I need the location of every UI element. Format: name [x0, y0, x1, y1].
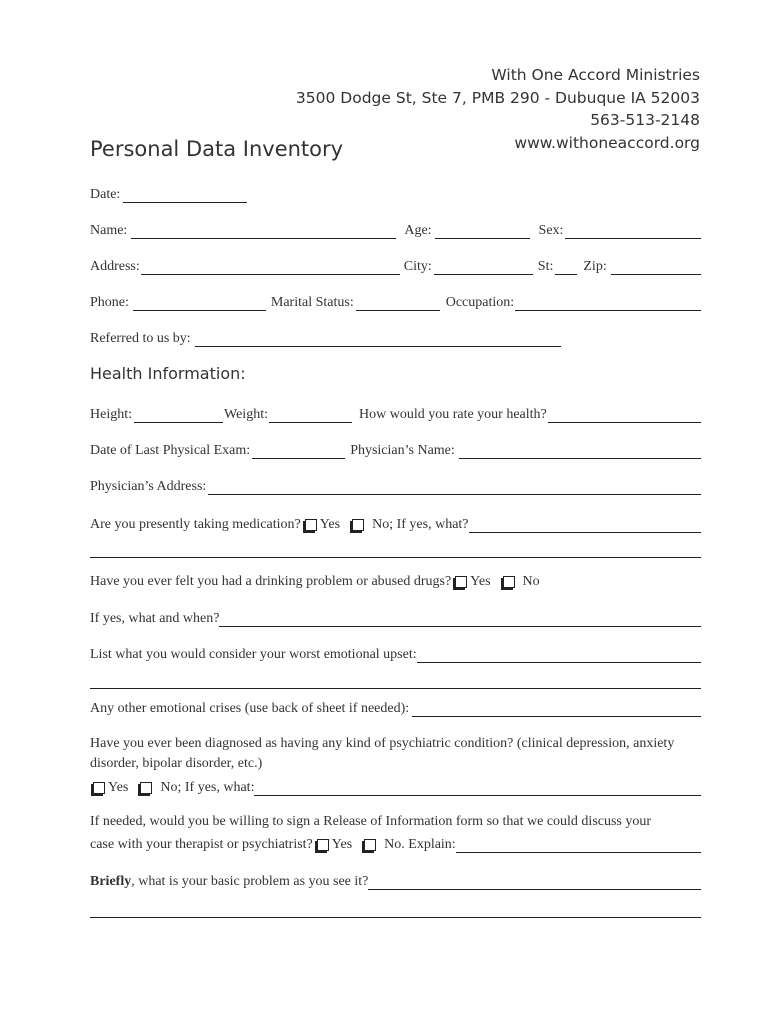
rate-health-field[interactable]: [548, 407, 701, 423]
sex-label: Sex:: [538, 223, 564, 238]
address-field[interactable]: [141, 259, 400, 275]
name-field[interactable]: [131, 223, 396, 239]
marital-status-field[interactable]: [356, 295, 440, 311]
drinking-yes-label: Yes: [470, 574, 491, 589]
physician-address-row: [90, 475, 701, 495]
name-row: [90, 219, 701, 239]
rate-health-label: How would you rate your health?: [358, 407, 547, 422]
psychiatric-yes-checkbox[interactable]: [93, 782, 105, 794]
medication-label: Are you presently taking medication?: [90, 517, 301, 532]
drinking-no-label: No: [522, 574, 540, 589]
name-label: Name:: [90, 223, 128, 238]
height-label: Height:: [90, 407, 132, 422]
other-crises-label: Any other emotional crises (use back of sheet if needed):: [90, 701, 410, 716]
st-label: St:: [537, 259, 554, 274]
briefly-label-bold: Briefly: [90, 874, 132, 889]
age-field[interactable]: [435, 223, 530, 239]
briefly-field-continued[interactable]: [90, 917, 701, 918]
physician-name-field[interactable]: [459, 443, 701, 459]
org-phone: 563-513-2148: [590, 111, 700, 129]
zip-label: Zip:: [583, 259, 607, 274]
briefly-field[interactable]: [368, 874, 701, 890]
other-crises-field[interactable]: [412, 701, 701, 717]
physical-exam-row: [90, 439, 701, 459]
psychiatric-no-checkbox[interactable]: [140, 782, 152, 794]
physician-address-label: Physician’s Address:: [90, 479, 207, 494]
org-address: 3500 Dodge St, Ste 7, PMB 290 - Dubuque IA 52003: [295, 88, 700, 107]
physician-name-label: Physician’s Name:: [350, 443, 455, 458]
physician-address-field[interactable]: [208, 479, 701, 495]
date-label: Date:: [90, 187, 121, 202]
last-exam-label: Date of Last Physical Exam:: [90, 443, 251, 458]
if-yes-when-label: If yes, what and when?: [90, 611, 220, 626]
release-question-continued: case with your therapist or psychiatrist?: [90, 837, 313, 852]
psychiatric-question: Have you ever been diagnosed as having any kind of psychiatric condition? (clinical depression, anxiety disorder, bipolar disorder, etc.): [90, 736, 675, 771]
psychiatric-answer-row: [90, 776, 701, 796]
referred-by-label: Referred to us by:: [90, 331, 191, 346]
psychiatric-no-label: No; If yes, what:: [160, 780, 255, 795]
medication-no-checkbox[interactable]: [352, 519, 364, 531]
medication-row: [90, 513, 701, 533]
briefly-row: [90, 870, 701, 890]
occupation-label: Occupation:: [445, 295, 515, 310]
other-crises-row: [90, 697, 701, 717]
drinking-label: Have you ever felt you had a drinking problem or abused drugs?: [90, 574, 452, 589]
release-answer-row: [90, 833, 701, 853]
psychiatric-field[interactable]: [254, 780, 701, 796]
address-row: [90, 255, 701, 275]
drinking-yes-checkbox[interactable]: [455, 576, 467, 588]
phone-label: Phone:: [90, 295, 129, 310]
release-no-checkbox[interactable]: [364, 839, 376, 851]
release-no-label: No. Explain:: [384, 837, 456, 852]
if-yes-when-row: [90, 607, 701, 627]
weight-label: Weight:: [224, 407, 268, 422]
worst-upset-row: [90, 643, 701, 663]
org-website: www.withoneaccord.org: [514, 133, 700, 152]
medication-field[interactable]: [469, 517, 701, 533]
org-name: With One Accord Ministries: [491, 66, 700, 84]
occupation-field[interactable]: [515, 295, 701, 311]
drinking-no-checkbox[interactable]: [503, 576, 515, 588]
height-weight-row: [90, 403, 701, 423]
referred-by-field[interactable]: [195, 331, 561, 347]
medication-field-continued[interactable]: [90, 557, 701, 558]
date-field[interactable]: [123, 187, 247, 203]
worst-upset-field-continued[interactable]: [90, 688, 701, 689]
medication-yes-checkbox[interactable]: [305, 519, 317, 531]
marital-status-label: Marital Status:: [270, 295, 354, 310]
sex-field[interactable]: [565, 223, 701, 239]
organization-header: [296, 64, 700, 154]
phone-row: [90, 291, 701, 311]
address-label: Address:: [90, 259, 140, 274]
worst-upset-field[interactable]: [417, 647, 701, 663]
phone-field[interactable]: [133, 295, 266, 311]
briefly-label-rest: , what is your basic problem as you see it?: [131, 874, 369, 889]
form-title: Personal Data Inventory: [90, 137, 344, 161]
psychiatric-yes-label: Yes: [108, 780, 129, 795]
height-field[interactable]: [134, 407, 223, 423]
last-exam-field[interactable]: [252, 443, 345, 459]
release-question: If needed, would you be willing to sign a Release of Information form so that we could discuss your: [90, 814, 652, 829]
weight-field[interactable]: [269, 407, 352, 423]
medication-yes-label: Yes: [319, 517, 341, 532]
referred-row: [90, 327, 561, 347]
if-yes-when-field[interactable]: [219, 611, 701, 627]
drinking-row: [90, 570, 701, 590]
age-label: Age:: [404, 223, 432, 238]
medication-no-label: No; If yes, what?: [372, 517, 469, 532]
city-label: City:: [403, 259, 432, 274]
release-yes-checkbox[interactable]: [317, 839, 329, 851]
date-row: [90, 183, 701, 203]
release-yes-label: Yes: [331, 837, 353, 852]
release-explain-field[interactable]: [456, 837, 701, 853]
worst-upset-label: List what you would consider your worst emotional upset:: [90, 647, 417, 662]
health-section-title: Health Information:: [90, 364, 246, 383]
st-field[interactable]: [555, 259, 577, 275]
zip-field[interactable]: [611, 259, 701, 275]
city-field[interactable]: [434, 259, 533, 275]
